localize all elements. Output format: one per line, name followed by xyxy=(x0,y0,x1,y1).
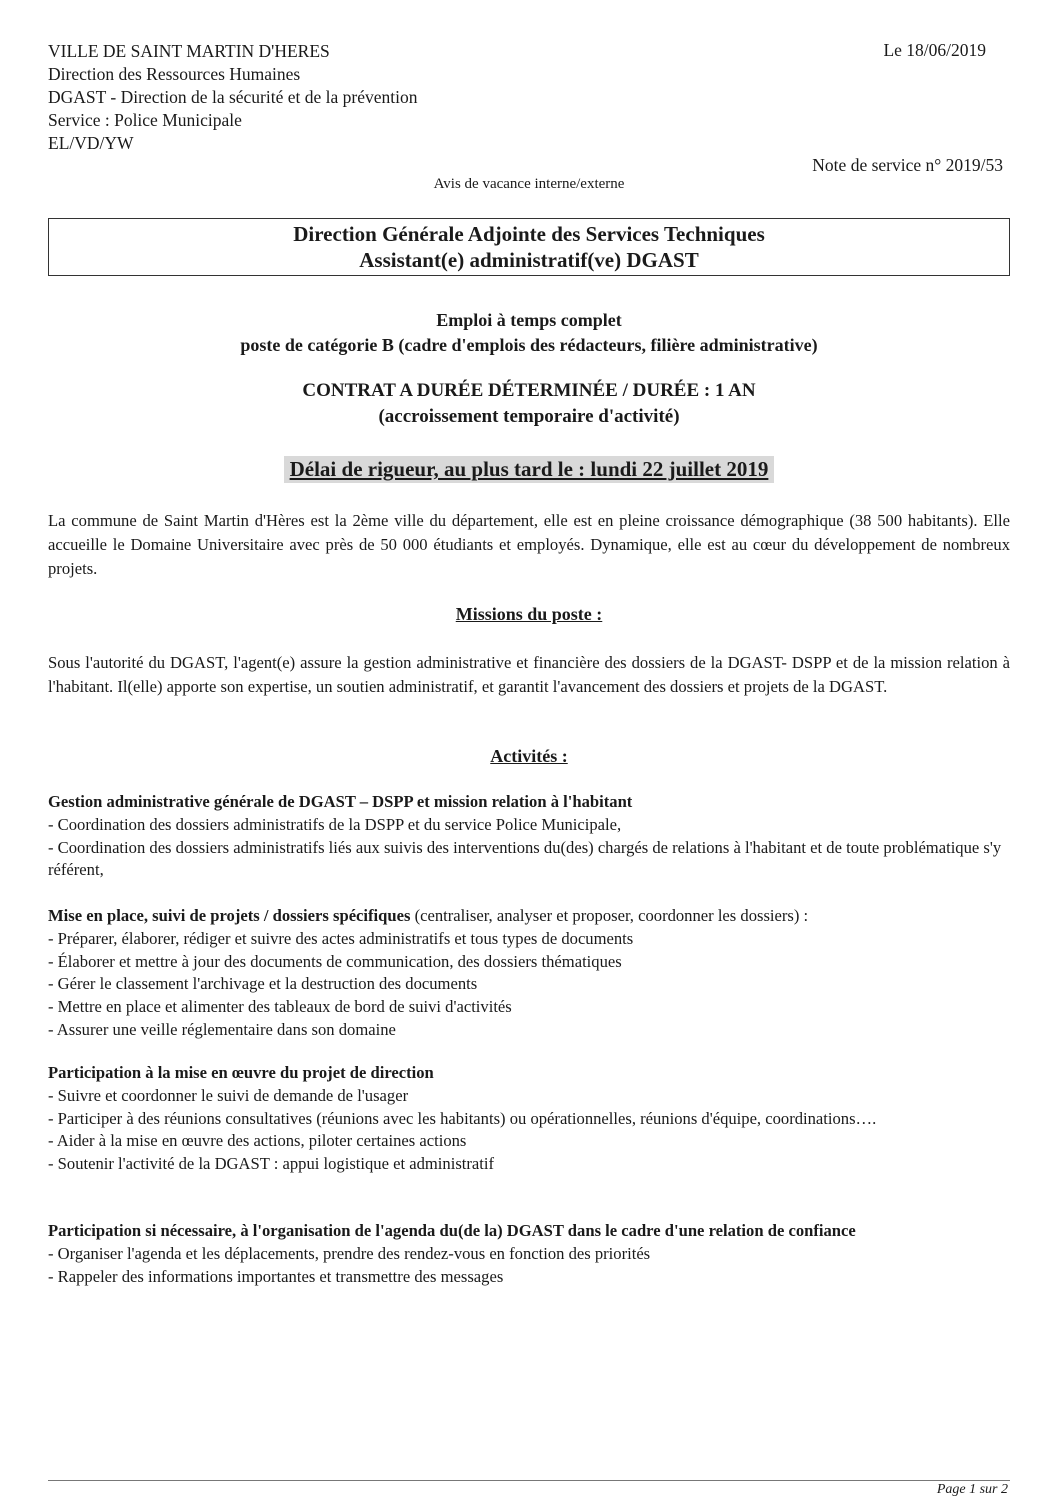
activity-group xyxy=(48,1220,1018,1288)
missions-paragraph: Sous l'autorité du DGAST, l'agent(e) assure la gestion administrative et financière des dossiers de la DGAST- DSPP et de la mission relation à l'habitant. Il(elle) apporte son expertise, un soutien administratif, et garantit l'avancement des dossiers et projets de la DGAST. xyxy=(48,653,1010,696)
activity-group xyxy=(48,1062,1018,1176)
missions-heading: Missions du poste : xyxy=(455,604,603,624)
activity-item: - Rappeler des informations importantes et transmettre des messages xyxy=(48,1266,504,1286)
activity-group-title: Gestion administrative générale de DGAST – DSPP et mission relation à l'habitant xyxy=(48,792,633,811)
letterhead-service: Service : Police Municipale xyxy=(48,110,242,130)
contract-info xyxy=(0,378,1058,430)
activity-item: - Mettre en place et alimenter des tableaux de bord de suivi d'activités xyxy=(48,997,512,1017)
title-position: Assistant(e) administratif(ve) DGAST xyxy=(359,248,699,272)
title-box xyxy=(48,218,1010,276)
deadline: Délai de rigueur, au plus tard le : lundi 22 juillet 2019 xyxy=(284,456,775,483)
activity-group-subtitle: (centraliser, analyser et proposer, coordonner les dossiers) : xyxy=(410,906,809,925)
contract-type: CONTRAT A DURÉE DÉTERMINÉE / DURÉE : 1 AN xyxy=(302,380,756,401)
activity-item: - Coordination des dossiers administratifs liés aux suivis des interventions du(des) chargés de relations à l'habitant et de toute problématique s'y référent, xyxy=(48,837,1002,880)
activity-item: - Organiser l'agenda et les déplacements, prendre des rendez-vous en fonction des priorités xyxy=(48,1243,651,1263)
letterhead-department: Direction des Ressources Humaines xyxy=(48,64,301,84)
footer-divider xyxy=(48,1480,1010,1481)
activity-group xyxy=(48,905,1018,1042)
activities-heading: Activités : xyxy=(490,746,568,766)
service-note-number: Note de service n° 2019/53 xyxy=(812,155,1003,175)
activity-group-title: Participation à la mise en œuvre du projet de direction xyxy=(48,1063,434,1082)
letterhead-direction: DGAST - Direction de la sécurité et de la prévention xyxy=(48,87,418,107)
activity-item: - Élaborer et mettre à jour des documents de communication, des dossiers thématiques xyxy=(48,951,622,971)
activity-item: - Assurer une veille réglementaire dans son domaine xyxy=(48,1019,396,1039)
title-direction: Direction Générale Adjointe des Services Techniques xyxy=(293,222,765,246)
letterhead xyxy=(48,40,417,155)
activity-item: - Aider à la mise en œuvre des actions, piloter certaines actions xyxy=(48,1131,467,1151)
employment-type: Emploi à temps complet xyxy=(436,310,622,330)
contract-reason: (accroissement temporaire d'activité) xyxy=(378,406,680,427)
activity-item: - Suivre et coordonner le suivi de demande de l'usager xyxy=(48,1085,409,1105)
activity-group-title: Mise en place, suivi de projets / dossiers spécifiques xyxy=(48,906,411,925)
deadline-row xyxy=(0,456,1058,483)
activity-item: - Gérer le classement l'archivage et la destruction des documents xyxy=(48,974,478,994)
employment-category: poste de catégorie B (cadre d'emplois des rédacteurs, filière administrative) xyxy=(240,335,818,355)
letterhead-reference: EL/VD/YW xyxy=(48,133,134,153)
document-date: Le 18/06/2019 xyxy=(883,40,986,60)
activity-item: - Participer à des réunions consultatives (réunions avec les habitants) ou opérationnelles, réunions d'équipe, coordinations…. xyxy=(48,1108,877,1128)
activity-group-title: Participation si nécessaire, à l'organisation de l'agenda du(de la) DGAST dans le cadre d'une relation de confiance xyxy=(48,1221,856,1240)
activity-group xyxy=(48,791,1018,882)
letterhead-city: VILLE DE SAINT MARTIN D'HERES xyxy=(48,41,330,61)
page-number: Page 1 sur 2 xyxy=(936,1482,1008,1497)
activity-item: - Coordination des dossiers administratifs de la DSPP et du service Police Municipale, xyxy=(48,814,622,834)
activity-item: - Préparer, élaborer, rédiger et suivre des actes administratifs et tous types de documents xyxy=(48,928,634,948)
intro-paragraph: La commune de Saint Martin d'Hères est la 2ème ville du département, elle est en pleine croissance démographique (38 500 habitants). Elle accueille le Domaine Universitaire avec près de 50 000 étudiants et employés. Dynamique, elle est au cœur du développement de nombreux projets. xyxy=(48,511,1010,578)
activity-item: - Soutenir l'activité de la DGAST : appui logistique et administratif xyxy=(48,1154,495,1174)
employment-info xyxy=(0,308,1058,358)
vacancy-notice-label: Avis de vacance interne/externe xyxy=(433,176,625,192)
